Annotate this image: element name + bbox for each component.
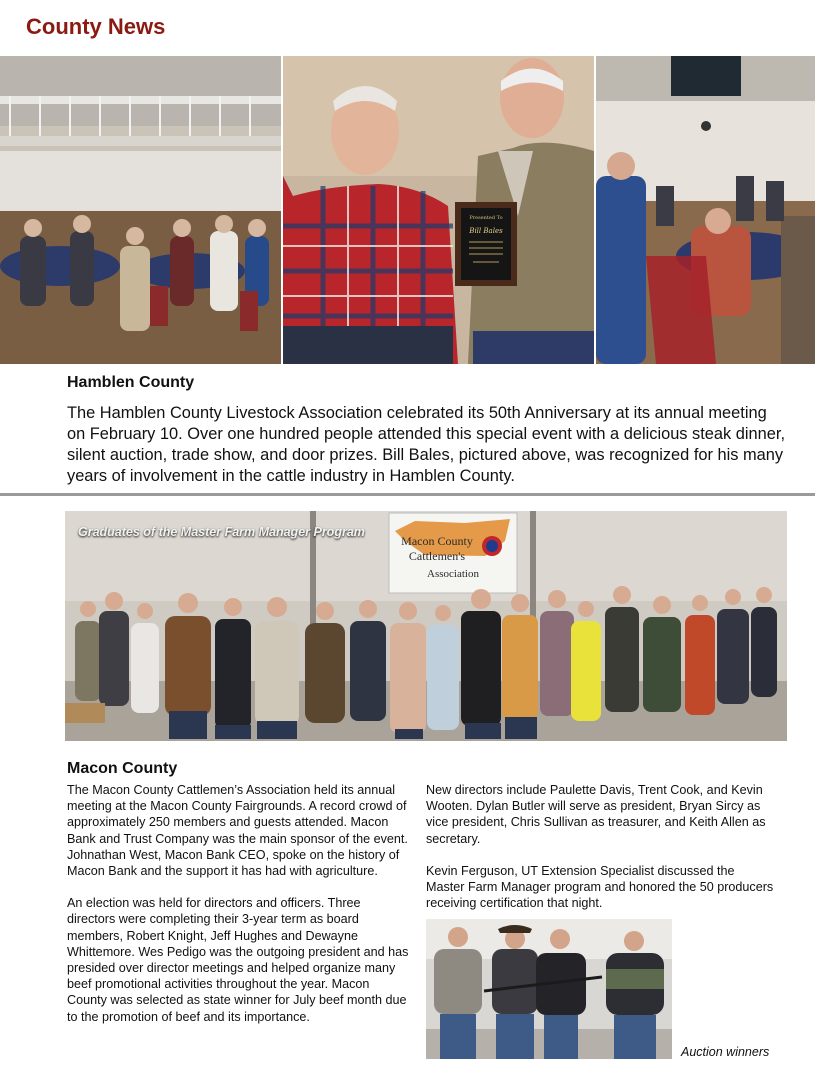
macon-group-photo [65,511,787,741]
section-divider [0,493,815,496]
plaque-name: Bill Bales [469,227,503,235]
macon-paragraph-3: New directors include Paulette Davis, Trent Cook, and Kevin Wooten. Dylan Butler will serve as president, Bryan Sircy as vice president, Chris Sullivan as treasurer, and Keith Allen as secretary. [426,783,766,846]
plaque-presentation-photo [283,56,594,364]
hamblen-hall-photo [0,56,281,364]
macon-paragraph-1: The Macon County Cattlemen’s Association held its annual meeting at the Macon County Fairgrounds. A record crowd of approximately 250 members and guests attended. Macon Bank and Trust Company was the main sponsor of the event. Johnathan West, Macon Bank CEO, spoke on the history of Macon Bank and the support it has had with agriculture. [67,783,408,879]
macon-right-column [426,782,776,927]
hamblen-body-text: The Hamblen County Livestock Association celebrated its 50th Anniversary at its annual meeting on February 10. Over one hundred people attended this special event with a delicious steak dinner, silent auction, trade show, and door prizes. Bill Bales, pictured above, was recognized for his many years of involvement in the cattle industry in Hamblen County. [67,404,786,485]
hamblen-attendees-photo [596,56,815,364]
macon-photo-caption: Graduates of the Master Farm Manager Program [78,525,365,539]
macon-left-column [67,782,412,1041]
auction-photo-caption: Auction winners [681,1045,770,1059]
hamblen-heading: Hamblen County [67,374,195,391]
banner-line-2: Cattlemen's [408,549,466,563]
plaque-line-1: Presented To [469,215,503,221]
banner-line-1: Macon County [401,534,473,548]
auction-winners-photo [426,919,672,1059]
page-title: County News [26,14,166,39]
macon-heading: Macon County [67,760,178,777]
macon-paragraph-2: An election was held for directors and officers. Three directors were completing their 3-year term as board members, Robert Knight, Jeff Hughes and Dewayne Whittemore. Wes Pedigo was the outgoing president and has presided over director meetings and helped organize many beef promotional activities throughout the year. Macon County was selected as state winner for July beef month due to the promotion of beef and its importance. [67,896,409,1024]
banner-line-3: Association [427,568,479,580]
macon-paragraph-4: Kevin Ferguson, UT Extension Specialist discussed the Master Farm Manager program and honored the 50 producers receiving certification that night. [426,863,774,911]
